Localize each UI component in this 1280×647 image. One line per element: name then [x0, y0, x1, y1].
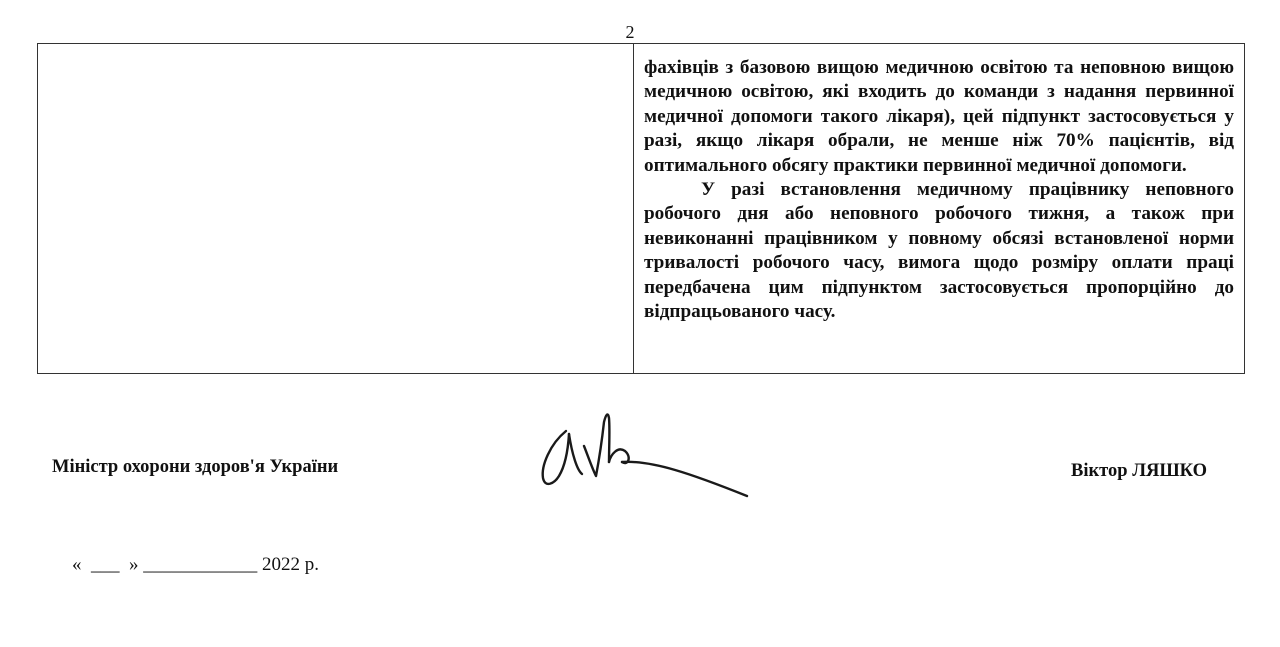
paragraph-continuation: фахівців з базовою вищою медичною освітою та неповною вищою медичною освітою, які входить до команди з надання первинної медичної допомоги такого лікаря), цей підпункт застосовується у разі, якщо лікаря обрали, не менше ніж 70% пацієнтів, від оптимального обсягу практики первинної медичної допомоги.	[644, 57, 1234, 176]
handwritten-signature-icon	[532, 404, 762, 504]
minister-title: Міністр охорони здоров'я України	[52, 457, 339, 477]
paragraph-part-time-rule: У разі встановлення медичному працівнику неповного робочого дня або неповного робочого тижня, а також при невиконанні працівником у повному обсязі встановленої норми тривалості робочого часу, вимога щодо розміру оплати праці передбачена цим підпунктом застосовується пропорційно до відпрацьованого часу.	[644, 179, 1234, 323]
table-cell-left	[38, 44, 634, 373]
minister-name: Віктор ЛЯШКО	[1071, 461, 1207, 481]
content-table	[37, 43, 1245, 374]
page-number: 2	[625, 22, 635, 42]
date-line: « ___ » ____________ 2022 р.	[72, 554, 319, 575]
table-cell-right	[634, 44, 1244, 373]
